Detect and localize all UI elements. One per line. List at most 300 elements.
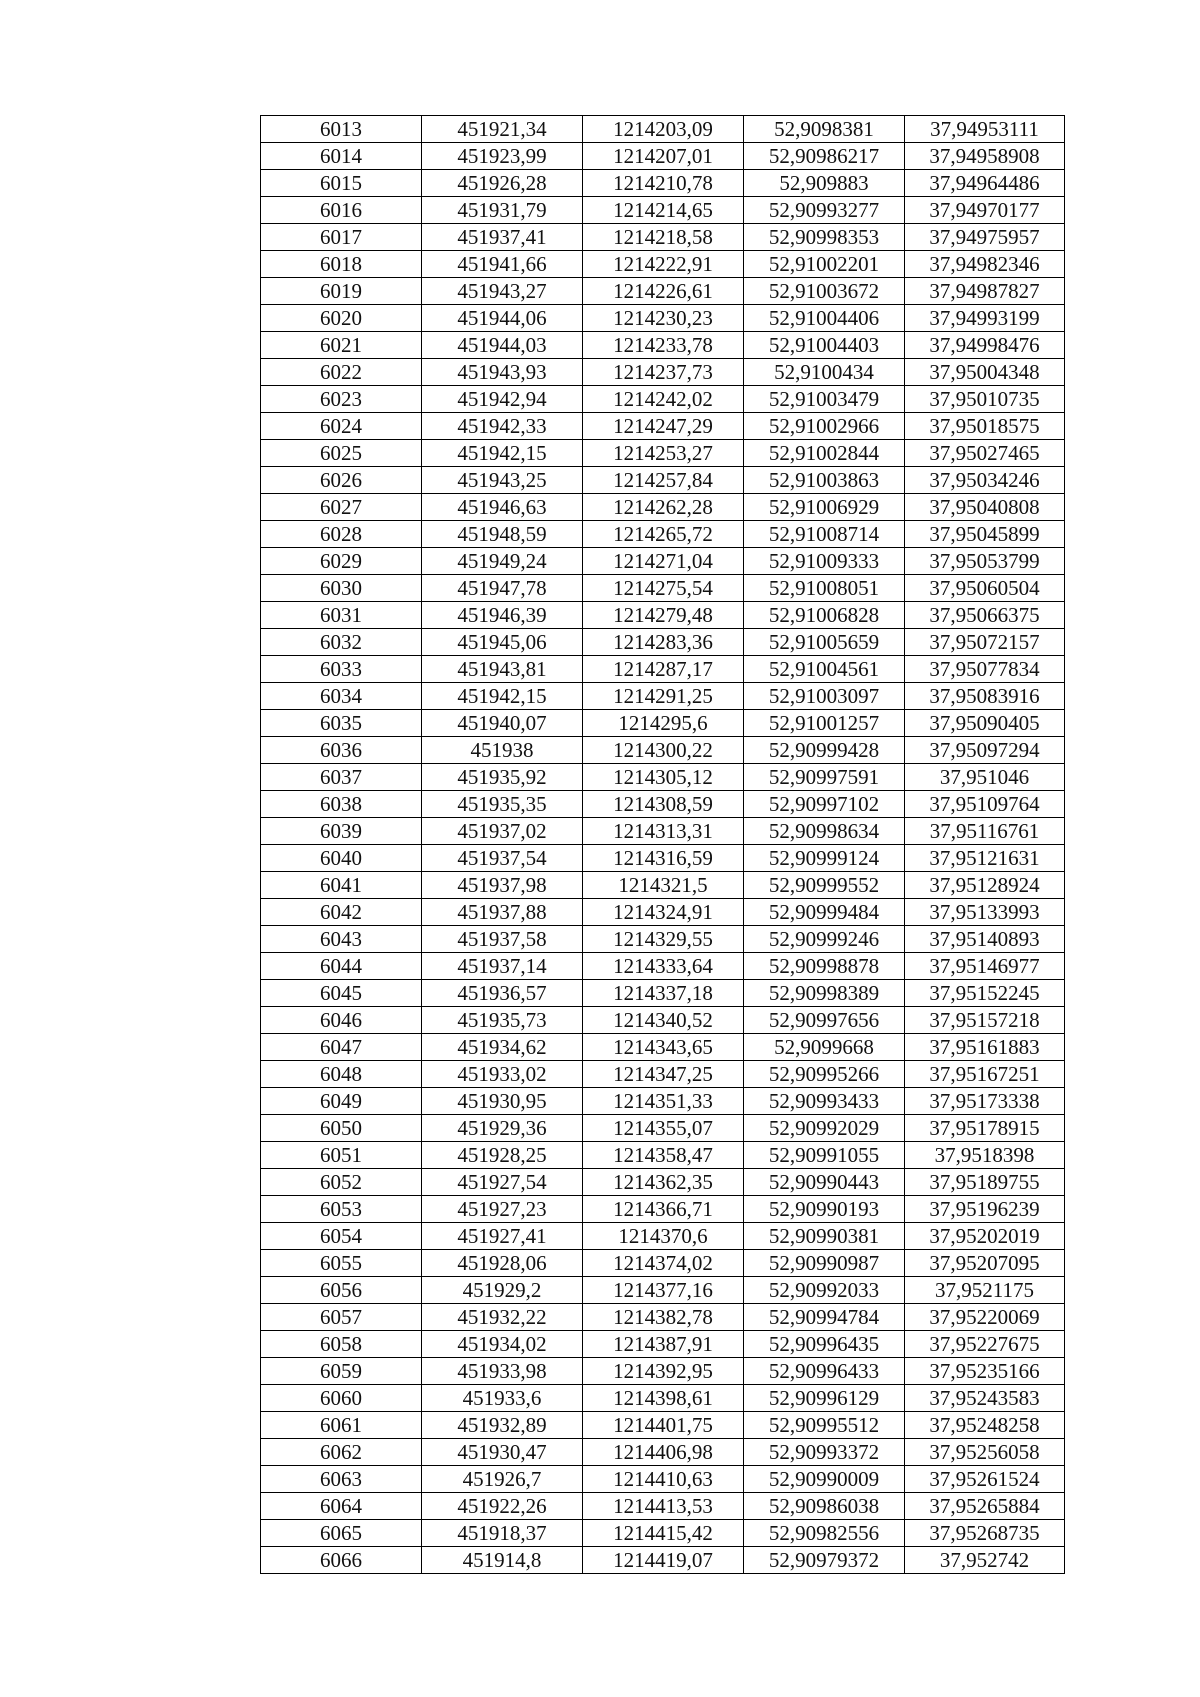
x-coordinate-cell: 451918,37 <box>422 1520 583 1547</box>
table-row <box>261 818 1065 845</box>
latitude-cell: 52,90990381 <box>744 1223 905 1250</box>
x-coordinate-cell: 451941,66 <box>422 251 583 278</box>
longitude-cell: 37,95133993 <box>905 899 1065 926</box>
y-coordinate-cell: 1214419,07 <box>583 1547 744 1574</box>
table-row <box>261 1304 1065 1331</box>
y-coordinate-cell: 1214398,61 <box>583 1385 744 1412</box>
table-row <box>261 1412 1065 1439</box>
longitude-cell: 37,95161883 <box>905 1034 1065 1061</box>
y-coordinate-cell: 1214283,36 <box>583 629 744 656</box>
y-coordinate-cell: 1214233,78 <box>583 332 744 359</box>
point-number-cell: 6024 <box>261 413 422 440</box>
y-coordinate-cell: 1214305,12 <box>583 764 744 791</box>
table-row <box>261 224 1065 251</box>
y-coordinate-cell: 1214210,78 <box>583 170 744 197</box>
x-coordinate-cell: 451928,06 <box>422 1250 583 1277</box>
latitude-cell: 52,91002201 <box>744 251 905 278</box>
latitude-cell: 52,90993277 <box>744 197 905 224</box>
table-row <box>261 575 1065 602</box>
latitude-cell: 52,90979372 <box>744 1547 905 1574</box>
y-coordinate-cell: 1214242,02 <box>583 386 744 413</box>
point-number-cell: 6046 <box>261 1007 422 1034</box>
table-row <box>261 116 1065 143</box>
longitude-cell: 37,95121631 <box>905 845 1065 872</box>
latitude-cell: 52,90990987 <box>744 1250 905 1277</box>
y-coordinate-cell: 1214329,55 <box>583 926 744 953</box>
point-number-cell: 6048 <box>261 1061 422 1088</box>
y-coordinate-cell: 1214257,84 <box>583 467 744 494</box>
latitude-cell: 52,91003479 <box>744 386 905 413</box>
point-number-cell: 6058 <box>261 1331 422 1358</box>
point-number-cell: 6037 <box>261 764 422 791</box>
x-coordinate-cell: 451934,02 <box>422 1331 583 1358</box>
x-coordinate-cell: 451935,73 <box>422 1007 583 1034</box>
point-number-cell: 6029 <box>261 548 422 575</box>
longitude-cell: 37,95261524 <box>905 1466 1065 1493</box>
table-row <box>261 629 1065 656</box>
longitude-cell: 37,95152245 <box>905 980 1065 1007</box>
y-coordinate-cell: 1214316,59 <box>583 845 744 872</box>
table-row <box>261 1250 1065 1277</box>
point-number-cell: 6065 <box>261 1520 422 1547</box>
longitude-cell: 37,95189755 <box>905 1169 1065 1196</box>
y-coordinate-cell: 1214401,75 <box>583 1412 744 1439</box>
y-coordinate-cell: 1214295,6 <box>583 710 744 737</box>
table-row <box>261 1088 1065 1115</box>
table-row <box>261 440 1065 467</box>
point-number-cell: 6020 <box>261 305 422 332</box>
table-row <box>261 359 1065 386</box>
point-number-cell: 6028 <box>261 521 422 548</box>
longitude-cell: 37,95265884 <box>905 1493 1065 1520</box>
table-row <box>261 1142 1065 1169</box>
y-coordinate-cell: 1214324,91 <box>583 899 744 926</box>
y-coordinate-cell: 1214287,17 <box>583 656 744 683</box>
x-coordinate-cell: 451943,25 <box>422 467 583 494</box>
longitude-cell: 37,95227675 <box>905 1331 1065 1358</box>
table-row <box>261 305 1065 332</box>
point-number-cell: 6025 <box>261 440 422 467</box>
point-number-cell: 6042 <box>261 899 422 926</box>
table-row <box>261 899 1065 926</box>
y-coordinate-cell: 1214366,71 <box>583 1196 744 1223</box>
table-row <box>261 332 1065 359</box>
longitude-cell: 37,95072157 <box>905 629 1065 656</box>
latitude-cell: 52,91006828 <box>744 602 905 629</box>
point-number-cell: 6038 <box>261 791 422 818</box>
longitude-cell: 37,95077834 <box>905 656 1065 683</box>
latitude-cell: 52,90991055 <box>744 1142 905 1169</box>
y-coordinate-cell: 1214333,64 <box>583 953 744 980</box>
point-number-cell: 6034 <box>261 683 422 710</box>
longitude-cell: 37,94970177 <box>905 197 1065 224</box>
point-number-cell: 6014 <box>261 143 422 170</box>
point-number-cell: 6054 <box>261 1223 422 1250</box>
point-number-cell: 6047 <box>261 1034 422 1061</box>
y-coordinate-cell: 1214355,07 <box>583 1115 744 1142</box>
latitude-cell: 52,90998389 <box>744 980 905 1007</box>
table-row <box>261 602 1065 629</box>
latitude-cell: 52,90999428 <box>744 737 905 764</box>
point-number-cell: 6062 <box>261 1439 422 1466</box>
x-coordinate-cell: 451928,25 <box>422 1142 583 1169</box>
table-row <box>261 1034 1065 1061</box>
y-coordinate-cell: 1214247,29 <box>583 413 744 440</box>
longitude-cell: 37,94998476 <box>905 332 1065 359</box>
y-coordinate-cell: 1214340,52 <box>583 1007 744 1034</box>
latitude-cell: 52,90996433 <box>744 1358 905 1385</box>
longitude-cell: 37,95045899 <box>905 521 1065 548</box>
x-coordinate-cell: 451943,81 <box>422 656 583 683</box>
table-row <box>261 521 1065 548</box>
table-row <box>261 1547 1065 1574</box>
latitude-cell: 52,90999552 <box>744 872 905 899</box>
y-coordinate-cell: 1214358,47 <box>583 1142 744 1169</box>
x-coordinate-cell: 451937,58 <box>422 926 583 953</box>
point-number-cell: 6061 <box>261 1412 422 1439</box>
x-coordinate-cell: 451921,34 <box>422 116 583 143</box>
y-coordinate-cell: 1214275,54 <box>583 575 744 602</box>
point-number-cell: 6045 <box>261 980 422 1007</box>
x-coordinate-cell: 451935,35 <box>422 791 583 818</box>
y-coordinate-cell: 1214271,04 <box>583 548 744 575</box>
x-coordinate-cell: 451933,02 <box>422 1061 583 1088</box>
x-coordinate-cell: 451944,06 <box>422 305 583 332</box>
latitude-cell: 52,90998878 <box>744 953 905 980</box>
y-coordinate-cell: 1214351,33 <box>583 1088 744 1115</box>
y-coordinate-cell: 1214406,98 <box>583 1439 744 1466</box>
y-coordinate-cell: 1214291,25 <box>583 683 744 710</box>
y-coordinate-cell: 1214337,18 <box>583 980 744 1007</box>
x-coordinate-cell: 451943,27 <box>422 278 583 305</box>
y-coordinate-cell: 1214413,53 <box>583 1493 744 1520</box>
x-coordinate-cell: 451922,26 <box>422 1493 583 1520</box>
point-number-cell: 6059 <box>261 1358 422 1385</box>
longitude-cell: 37,95140893 <box>905 926 1065 953</box>
point-number-cell: 6031 <box>261 602 422 629</box>
latitude-cell: 52,91002966 <box>744 413 905 440</box>
table-row <box>261 1358 1065 1385</box>
point-number-cell: 6055 <box>261 1250 422 1277</box>
point-number-cell: 6027 <box>261 494 422 521</box>
table-row <box>261 1385 1065 1412</box>
x-coordinate-cell: 451942,94 <box>422 386 583 413</box>
y-coordinate-cell: 1214300,22 <box>583 737 744 764</box>
latitude-cell: 52,90996435 <box>744 1331 905 1358</box>
point-number-cell: 6056 <box>261 1277 422 1304</box>
longitude-cell: 37,95097294 <box>905 737 1065 764</box>
longitude-cell: 37,9518398 <box>905 1142 1065 1169</box>
latitude-cell: 52,90992033 <box>744 1277 905 1304</box>
x-coordinate-cell: 451933,6 <box>422 1385 583 1412</box>
longitude-cell: 37,94982346 <box>905 251 1065 278</box>
latitude-cell: 52,90990193 <box>744 1196 905 1223</box>
x-coordinate-cell: 451948,59 <box>422 521 583 548</box>
y-coordinate-cell: 1214230,23 <box>583 305 744 332</box>
y-coordinate-cell: 1214262,28 <box>583 494 744 521</box>
table-row <box>261 656 1065 683</box>
x-coordinate-cell: 451947,78 <box>422 575 583 602</box>
y-coordinate-cell: 1214308,59 <box>583 791 744 818</box>
longitude-cell: 37,95202019 <box>905 1223 1065 1250</box>
point-number-cell: 6032 <box>261 629 422 656</box>
longitude-cell: 37,95196239 <box>905 1196 1065 1223</box>
latitude-cell: 52,90995266 <box>744 1061 905 1088</box>
longitude-cell: 37,95173338 <box>905 1088 1065 1115</box>
table-row <box>261 278 1065 305</box>
point-number-cell: 6050 <box>261 1115 422 1142</box>
y-coordinate-cell: 1214415,42 <box>583 1520 744 1547</box>
longitude-cell: 37,95109764 <box>905 791 1065 818</box>
x-coordinate-cell: 451945,06 <box>422 629 583 656</box>
table-row <box>261 170 1065 197</box>
table-row <box>261 413 1065 440</box>
table-row <box>261 1520 1065 1547</box>
longitude-cell: 37,95066375 <box>905 602 1065 629</box>
point-number-cell: 6019 <box>261 278 422 305</box>
x-coordinate-cell: 451929,2 <box>422 1277 583 1304</box>
coordinates-table-body <box>261 116 1065 1574</box>
point-number-cell: 6016 <box>261 197 422 224</box>
table-row <box>261 683 1065 710</box>
table-row <box>261 710 1065 737</box>
point-number-cell: 6063 <box>261 1466 422 1493</box>
longitude-cell: 37,94953111 <box>905 116 1065 143</box>
longitude-cell: 37,95018575 <box>905 413 1065 440</box>
point-number-cell: 6040 <box>261 845 422 872</box>
latitude-cell: 52,91003863 <box>744 467 905 494</box>
table-row <box>261 764 1065 791</box>
table-row <box>261 197 1065 224</box>
x-coordinate-cell: 451935,92 <box>422 764 583 791</box>
y-coordinate-cell: 1214321,5 <box>583 872 744 899</box>
point-number-cell: 6057 <box>261 1304 422 1331</box>
longitude-cell: 37,95010735 <box>905 386 1065 413</box>
x-coordinate-cell: 451937,88 <box>422 899 583 926</box>
y-coordinate-cell: 1214347,25 <box>583 1061 744 1088</box>
latitude-cell: 52,90999124 <box>744 845 905 872</box>
point-number-cell: 6013 <box>261 116 422 143</box>
latitude-cell: 52,91003097 <box>744 683 905 710</box>
table-row <box>261 467 1065 494</box>
point-number-cell: 6060 <box>261 1385 422 1412</box>
y-coordinate-cell: 1214253,27 <box>583 440 744 467</box>
x-coordinate-cell: 451926,28 <box>422 170 583 197</box>
table-row <box>261 1277 1065 1304</box>
table-row <box>261 1223 1065 1250</box>
x-coordinate-cell: 451927,41 <box>422 1223 583 1250</box>
x-coordinate-cell: 451942,15 <box>422 683 583 710</box>
latitude-cell: 52,9100434 <box>744 359 905 386</box>
longitude-cell: 37,95090405 <box>905 710 1065 737</box>
latitude-cell: 52,91006929 <box>744 494 905 521</box>
point-number-cell: 6066 <box>261 1547 422 1574</box>
point-number-cell: 6035 <box>261 710 422 737</box>
latitude-cell: 52,90986038 <box>744 1493 905 1520</box>
y-coordinate-cell: 1214218,58 <box>583 224 744 251</box>
point-number-cell: 6026 <box>261 467 422 494</box>
longitude-cell: 37,95207095 <box>905 1250 1065 1277</box>
y-coordinate-cell: 1214222,91 <box>583 251 744 278</box>
y-coordinate-cell: 1214226,61 <box>583 278 744 305</box>
latitude-cell: 52,9098381 <box>744 116 905 143</box>
y-coordinate-cell: 1214343,65 <box>583 1034 744 1061</box>
point-number-cell: 6036 <box>261 737 422 764</box>
longitude-cell: 37,94958908 <box>905 143 1065 170</box>
table-row <box>261 926 1065 953</box>
longitude-cell: 37,95034246 <box>905 467 1065 494</box>
longitude-cell: 37,9521175 <box>905 1277 1065 1304</box>
longitude-cell: 37,94993199 <box>905 305 1065 332</box>
x-coordinate-cell: 451927,23 <box>422 1196 583 1223</box>
y-coordinate-cell: 1214362,35 <box>583 1169 744 1196</box>
x-coordinate-cell: 451934,62 <box>422 1034 583 1061</box>
point-number-cell: 6021 <box>261 332 422 359</box>
x-coordinate-cell: 451927,54 <box>422 1169 583 1196</box>
longitude-cell: 37,95220069 <box>905 1304 1065 1331</box>
x-coordinate-cell: 451932,89 <box>422 1412 583 1439</box>
latitude-cell: 52,90997102 <box>744 791 905 818</box>
x-coordinate-cell: 451936,57 <box>422 980 583 1007</box>
longitude-cell: 37,95256058 <box>905 1439 1065 1466</box>
y-coordinate-cell: 1214214,65 <box>583 197 744 224</box>
latitude-cell: 52,90994784 <box>744 1304 905 1331</box>
latitude-cell: 52,90995512 <box>744 1412 905 1439</box>
longitude-cell: 37,94987827 <box>905 278 1065 305</box>
y-coordinate-cell: 1214203,09 <box>583 116 744 143</box>
point-number-cell: 6052 <box>261 1169 422 1196</box>
latitude-cell: 52,90986217 <box>744 143 905 170</box>
longitude-cell: 37,95157218 <box>905 1007 1065 1034</box>
table-row <box>261 845 1065 872</box>
table-row <box>261 1196 1065 1223</box>
table-row <box>261 737 1065 764</box>
longitude-cell: 37,95060504 <box>905 575 1065 602</box>
table-row <box>261 386 1065 413</box>
table-row <box>261 953 1065 980</box>
latitude-cell: 52,90997656 <box>744 1007 905 1034</box>
longitude-cell: 37,95248258 <box>905 1412 1065 1439</box>
table-row <box>261 1169 1065 1196</box>
table-row <box>261 548 1065 575</box>
x-coordinate-cell: 451931,79 <box>422 197 583 224</box>
x-coordinate-cell: 451930,47 <box>422 1439 583 1466</box>
longitude-cell: 37,95027465 <box>905 440 1065 467</box>
latitude-cell: 52,90982556 <box>744 1520 905 1547</box>
point-number-cell: 6039 <box>261 818 422 845</box>
latitude-cell: 52,91004406 <box>744 305 905 332</box>
point-number-cell: 6051 <box>261 1142 422 1169</box>
y-coordinate-cell: 1214392,95 <box>583 1358 744 1385</box>
y-coordinate-cell: 1214313,31 <box>583 818 744 845</box>
point-number-cell: 6018 <box>261 251 422 278</box>
table-row <box>261 1007 1065 1034</box>
table-row <box>261 872 1065 899</box>
x-coordinate-cell: 451932,22 <box>422 1304 583 1331</box>
table-row <box>261 1115 1065 1142</box>
y-coordinate-cell: 1214387,91 <box>583 1331 744 1358</box>
x-coordinate-cell: 451940,07 <box>422 710 583 737</box>
coordinates-table <box>260 115 1065 1574</box>
latitude-cell: 52,90990443 <box>744 1169 905 1196</box>
y-coordinate-cell: 1214374,02 <box>583 1250 744 1277</box>
latitude-cell: 52,91009333 <box>744 548 905 575</box>
longitude-cell: 37,95116761 <box>905 818 1065 845</box>
latitude-cell: 52,91002844 <box>744 440 905 467</box>
point-number-cell: 6030 <box>261 575 422 602</box>
latitude-cell: 52,90993372 <box>744 1439 905 1466</box>
y-coordinate-cell: 1214377,16 <box>583 1277 744 1304</box>
point-number-cell: 6044 <box>261 953 422 980</box>
longitude-cell: 37,95004348 <box>905 359 1065 386</box>
point-number-cell: 6049 <box>261 1088 422 1115</box>
latitude-cell: 52,90998634 <box>744 818 905 845</box>
longitude-cell: 37,952742 <box>905 1547 1065 1574</box>
y-coordinate-cell: 1214237,73 <box>583 359 744 386</box>
latitude-cell: 52,90999246 <box>744 926 905 953</box>
table-row <box>261 1331 1065 1358</box>
table-row <box>261 1061 1065 1088</box>
latitude-cell: 52,90999484 <box>744 899 905 926</box>
longitude-cell: 37,95243583 <box>905 1385 1065 1412</box>
latitude-cell: 52,90993433 <box>744 1088 905 1115</box>
longitude-cell: 37,95083916 <box>905 683 1065 710</box>
table-row <box>261 1493 1065 1520</box>
y-coordinate-cell: 1214370,6 <box>583 1223 744 1250</box>
point-number-cell: 6033 <box>261 656 422 683</box>
latitude-cell: 52,90992029 <box>744 1115 905 1142</box>
table-row <box>261 143 1065 170</box>
latitude-cell: 52,91008714 <box>744 521 905 548</box>
longitude-cell: 37,95053799 <box>905 548 1065 575</box>
x-coordinate-cell: 451937,41 <box>422 224 583 251</box>
latitude-cell: 52,91008051 <box>744 575 905 602</box>
table-row <box>261 494 1065 521</box>
point-number-cell: 6064 <box>261 1493 422 1520</box>
longitude-cell: 37,94964486 <box>905 170 1065 197</box>
x-coordinate-cell: 451937,14 <box>422 953 583 980</box>
x-coordinate-cell: 451929,36 <box>422 1115 583 1142</box>
longitude-cell: 37,95178915 <box>905 1115 1065 1142</box>
latitude-cell: 52,909883 <box>744 170 905 197</box>
x-coordinate-cell: 451937,02 <box>422 818 583 845</box>
latitude-cell: 52,91003672 <box>744 278 905 305</box>
longitude-cell: 37,95268735 <box>905 1520 1065 1547</box>
longitude-cell: 37,95146977 <box>905 953 1065 980</box>
latitude-cell: 52,91004403 <box>744 332 905 359</box>
table-row <box>261 791 1065 818</box>
x-coordinate-cell: 451937,98 <box>422 872 583 899</box>
latitude-cell: 52,91004561 <box>744 656 905 683</box>
table-row <box>261 980 1065 1007</box>
point-number-cell: 6017 <box>261 224 422 251</box>
point-number-cell: 6023 <box>261 386 422 413</box>
y-coordinate-cell: 1214382,78 <box>583 1304 744 1331</box>
point-number-cell: 6043 <box>261 926 422 953</box>
point-number-cell: 6015 <box>261 170 422 197</box>
longitude-cell: 37,951046 <box>905 764 1065 791</box>
longitude-cell: 37,94975957 <box>905 224 1065 251</box>
table-row <box>261 251 1065 278</box>
point-number-cell: 6022 <box>261 359 422 386</box>
latitude-cell: 52,90996129 <box>744 1385 905 1412</box>
y-coordinate-cell: 1214410,63 <box>583 1466 744 1493</box>
x-coordinate-cell: 451946,63 <box>422 494 583 521</box>
x-coordinate-cell: 451938 <box>422 737 583 764</box>
y-coordinate-cell: 1214265,72 <box>583 521 744 548</box>
longitude-cell: 37,95128924 <box>905 872 1065 899</box>
latitude-cell: 52,90997591 <box>744 764 905 791</box>
